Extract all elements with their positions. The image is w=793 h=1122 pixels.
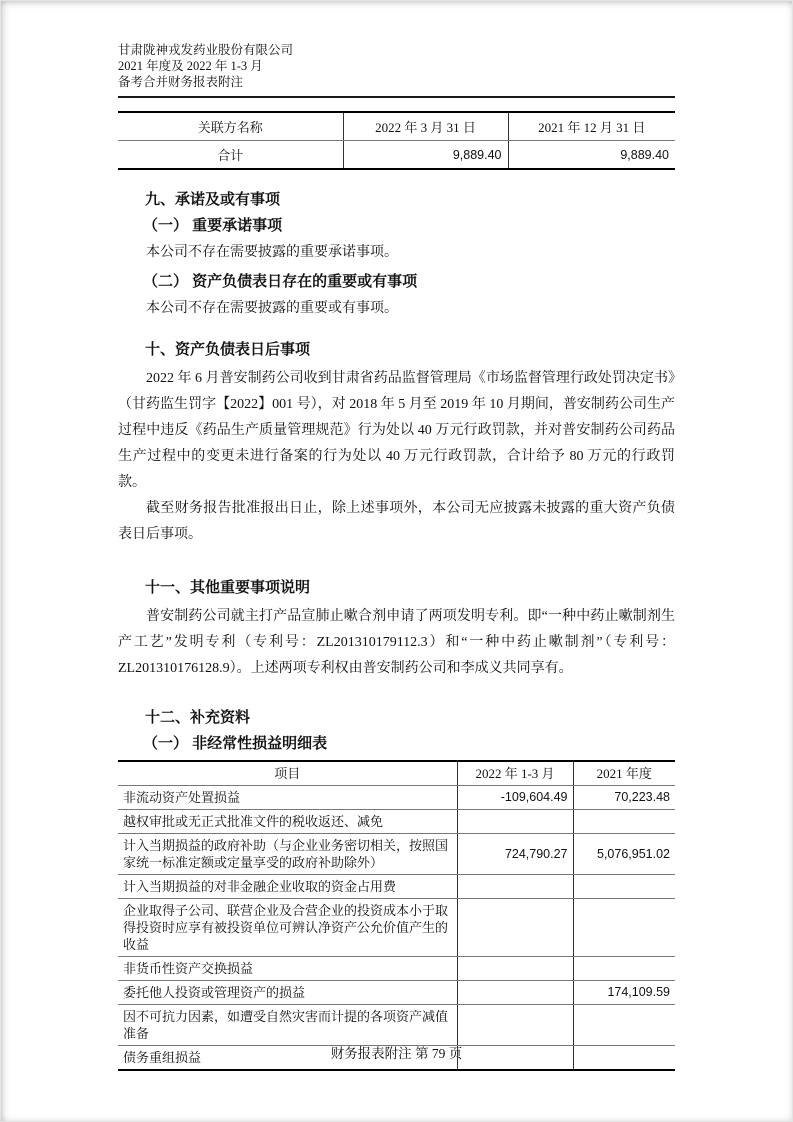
row-item: 委托他人投资或管理资产的损益	[118, 981, 457, 1005]
column-header-2021-12-31: 2021 年 12 月 31 日	[508, 112, 675, 141]
row-value-2021: 5,076,951.02	[573, 834, 675, 875]
row-value-2022: -109,604.49	[457, 786, 573, 810]
section-10-paragraph-2: 截至财务报告批准报出日止，除上述事项外，本公司无应披露未披露的重大资产负债表日后事项。	[118, 501, 675, 542]
row-item: 越权审批或无正式批准文件的税收返还、减免	[118, 810, 457, 834]
column-header-item: 项目	[118, 761, 457, 786]
header-divider	[118, 96, 675, 98]
section-9-1-paragraph: 本公司不存在需要披露的重要承诺事项。	[146, 245, 398, 260]
row-value-2022	[457, 899, 573, 957]
row-item: 非流动资产处置损益	[118, 786, 457, 810]
table-row	[118, 810, 675, 834]
section-11-paragraph-1: 普安制药公司就主打产品宣肺止嗽合剂申请了两项发明专利。即“一种中药止嗽制剂生产工艺”发明专利（专利号：ZL201310179112.3）和“一种中药止嗽制剂”（专利号：ZL201310176128.9）。上述两项专利权由普安制药公司和李成义共同享有。	[118, 609, 675, 676]
row-item: 因不可抗力因素，如遭受自然灾害而计提的各项资产减值准备	[118, 1005, 457, 1046]
table-row	[118, 981, 675, 1005]
row-value-2021	[573, 875, 675, 899]
section-11-heading: 十一、其他重要事项说明	[145, 579, 311, 596]
row-value-2021	[573, 810, 675, 834]
table-row	[118, 899, 675, 957]
table-header-row	[118, 112, 675, 141]
row-value-2022	[457, 957, 573, 981]
report-title: 备考合并财务报表附注	[118, 75, 244, 89]
total-2021-value: 9,889.40	[508, 141, 675, 170]
page-footer: 财务报表附注 第 79 页	[330, 1046, 463, 1061]
section-9-2-heading: （二） 资产负债表日存在的重要或有事项	[143, 273, 418, 290]
total-2022-value: 9,889.40	[343, 141, 508, 170]
row-value-2021: 174,109.59	[573, 981, 675, 1005]
row-value-2022	[457, 810, 573, 834]
row-value-2022	[457, 875, 573, 899]
row-item: 计入当期损益的对非金融企业收取的资金占用费	[118, 875, 457, 899]
row-value-2022	[457, 1005, 573, 1046]
table-row	[118, 875, 675, 899]
column-header-related-party: 关联方名称	[118, 112, 343, 141]
section-10-paragraph-1: 2022 年 6 月普安制药公司收到甘肃省药品监督管理局《市场监督管理行政处罚决定书》（甘药监生罚字【2022】001 号），对 2018 年 5 月至 2019 年 10 月期间，普安制药公司生产过程中违反《药品生产质量管理规范》行为处以 40 万元行政罚款，并对普安制药公司药品生产过程中的变更未进行备案的行为处以 40 万元行政罚款，合计给予 80 万元的行政罚款。	[118, 371, 675, 490]
row-value-2021	[573, 1005, 675, 1046]
section-9-heading: 九、承诺及或有事项	[145, 191, 281, 208]
row-value-2021	[573, 899, 675, 957]
company-name: 甘肃陇神戎发药业股份有限公司	[118, 43, 294, 57]
table-row	[118, 786, 675, 810]
section-10-heading: 十、资产负债表日后事项	[145, 341, 311, 358]
row-item: 计入当期损益的政府补助（与企业业务密切相关，按照国家统一标准定额或定量享受的政府补助除外）	[118, 834, 457, 875]
row-value-2021: 70,223.48	[573, 786, 675, 810]
row-item: 非货币性资产交换损益	[118, 957, 457, 981]
table-header-row	[118, 761, 675, 786]
report-period: 2021 年度及 2022 年 1-3 月	[118, 59, 263, 73]
document-header	[118, 42, 675, 90]
section-9-2-paragraph: 本公司不存在需要披露的重要或有事项。	[146, 301, 398, 316]
table-row	[118, 834, 675, 875]
section-12-heading: 十二、补充资料	[145, 709, 251, 726]
row-value-2021	[573, 957, 675, 981]
nonrecurring-gains-table	[118, 760, 675, 1071]
row-label-total: 合计	[217, 148, 244, 163]
table-row	[118, 141, 675, 170]
table-row	[118, 957, 675, 981]
column-header-2022-q1: 2022 年 1-3 月	[457, 761, 573, 786]
section-9-1-heading: （一） 重要承诺事项	[143, 217, 283, 234]
column-header-2021: 2021 年度	[573, 761, 675, 786]
row-item: 企业取得子公司、联营企业及合营企业的投资成本小于取得投资时应享有被投资单位可辨认净资产公允价值产生的收益	[118, 899, 457, 957]
row-item: 债务重组损益	[123, 1050, 202, 1065]
row-value-2022: 724,790.27	[457, 834, 573, 875]
row-value-2022	[457, 981, 573, 1005]
table-row	[118, 1005, 675, 1046]
section-12-1-heading: （一） 非经常性损益明细表	[143, 735, 328, 752]
column-header-2022-03-31: 2022 年 3 月 31 日	[343, 112, 508, 141]
related-party-table	[118, 111, 675, 170]
